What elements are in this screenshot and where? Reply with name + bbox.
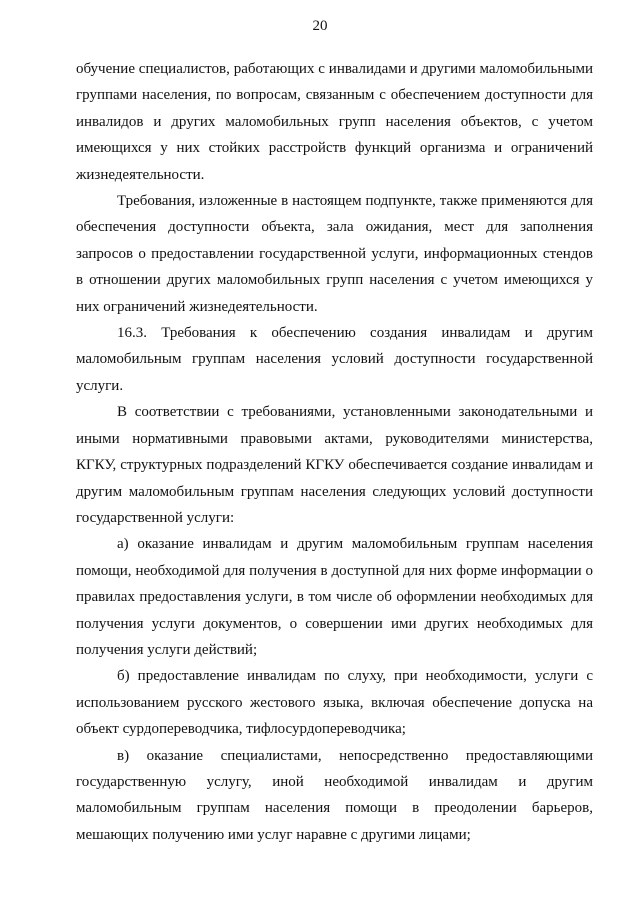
page-number: 20 <box>312 18 328 34</box>
paragraph-accordance: В соответствии с требованиями, установленными законодательными и иными нормативными правовыми актами, руководителями министерства, КГКУ, структурных подразделений КГКУ обеспечивается создание инвалидам и другим маломобильным группам населения следующих условий доступности государственной услуги: <box>76 404 593 526</box>
list-item-b: б) предоставление инвалидам по слуху, при необходимости, услуги с использованием русского жестового языка, включая обеспечение допуска на объект сурдопереводчика, тифлосурдопереводчика; <box>76 668 593 738</box>
paragraph-section-16-3: 16.3. Требования к обеспечению создания инвалидам и другим маломобильным группам населения условий доступности государственной услуги. <box>76 325 593 394</box>
paragraph-continuation: обучение специалистов, работающих с инвалидами и другими маломобильными группами населения, по вопросам, связанным с обеспечением доступности для инвалидов и других маломобильных групп населения объектов, с учетом имеющихся у них стойких расстройств функций организма и ограничений жизнедеятельности. <box>76 61 593 183</box>
list-item-v: в) оказание специалистами, непосредственно предоставляющими государственную услугу, иной необходимой инвалидам и другим маломобильным группам населения помощи в преодолении барьеров, мешающих получению ими услуг наравне с другими лицами; <box>76 747 593 843</box>
paragraph-requirements-applied: Требования, изложенные в настоящем подпункте, также применяются для обеспечения доступности объекта, зала ожидания, мест для заполнения запросов о предоставлении государственной услуги, информационных стендов в отношении других маломобильных групп населения с учетом имеющихся у них ограничений жизнедеятельности. <box>76 193 593 315</box>
document-body <box>76 56 593 848</box>
list-item-a: а) оказание инвалидам и другим маломобильным группам населения помощи, необходимой для получения в доступной для них форме информации о правилах предоставления услуги, в том числе об оформлении необходимых для получения услуги документов, о совершении ими других необходимых для получения услуги действий; <box>76 536 593 658</box>
